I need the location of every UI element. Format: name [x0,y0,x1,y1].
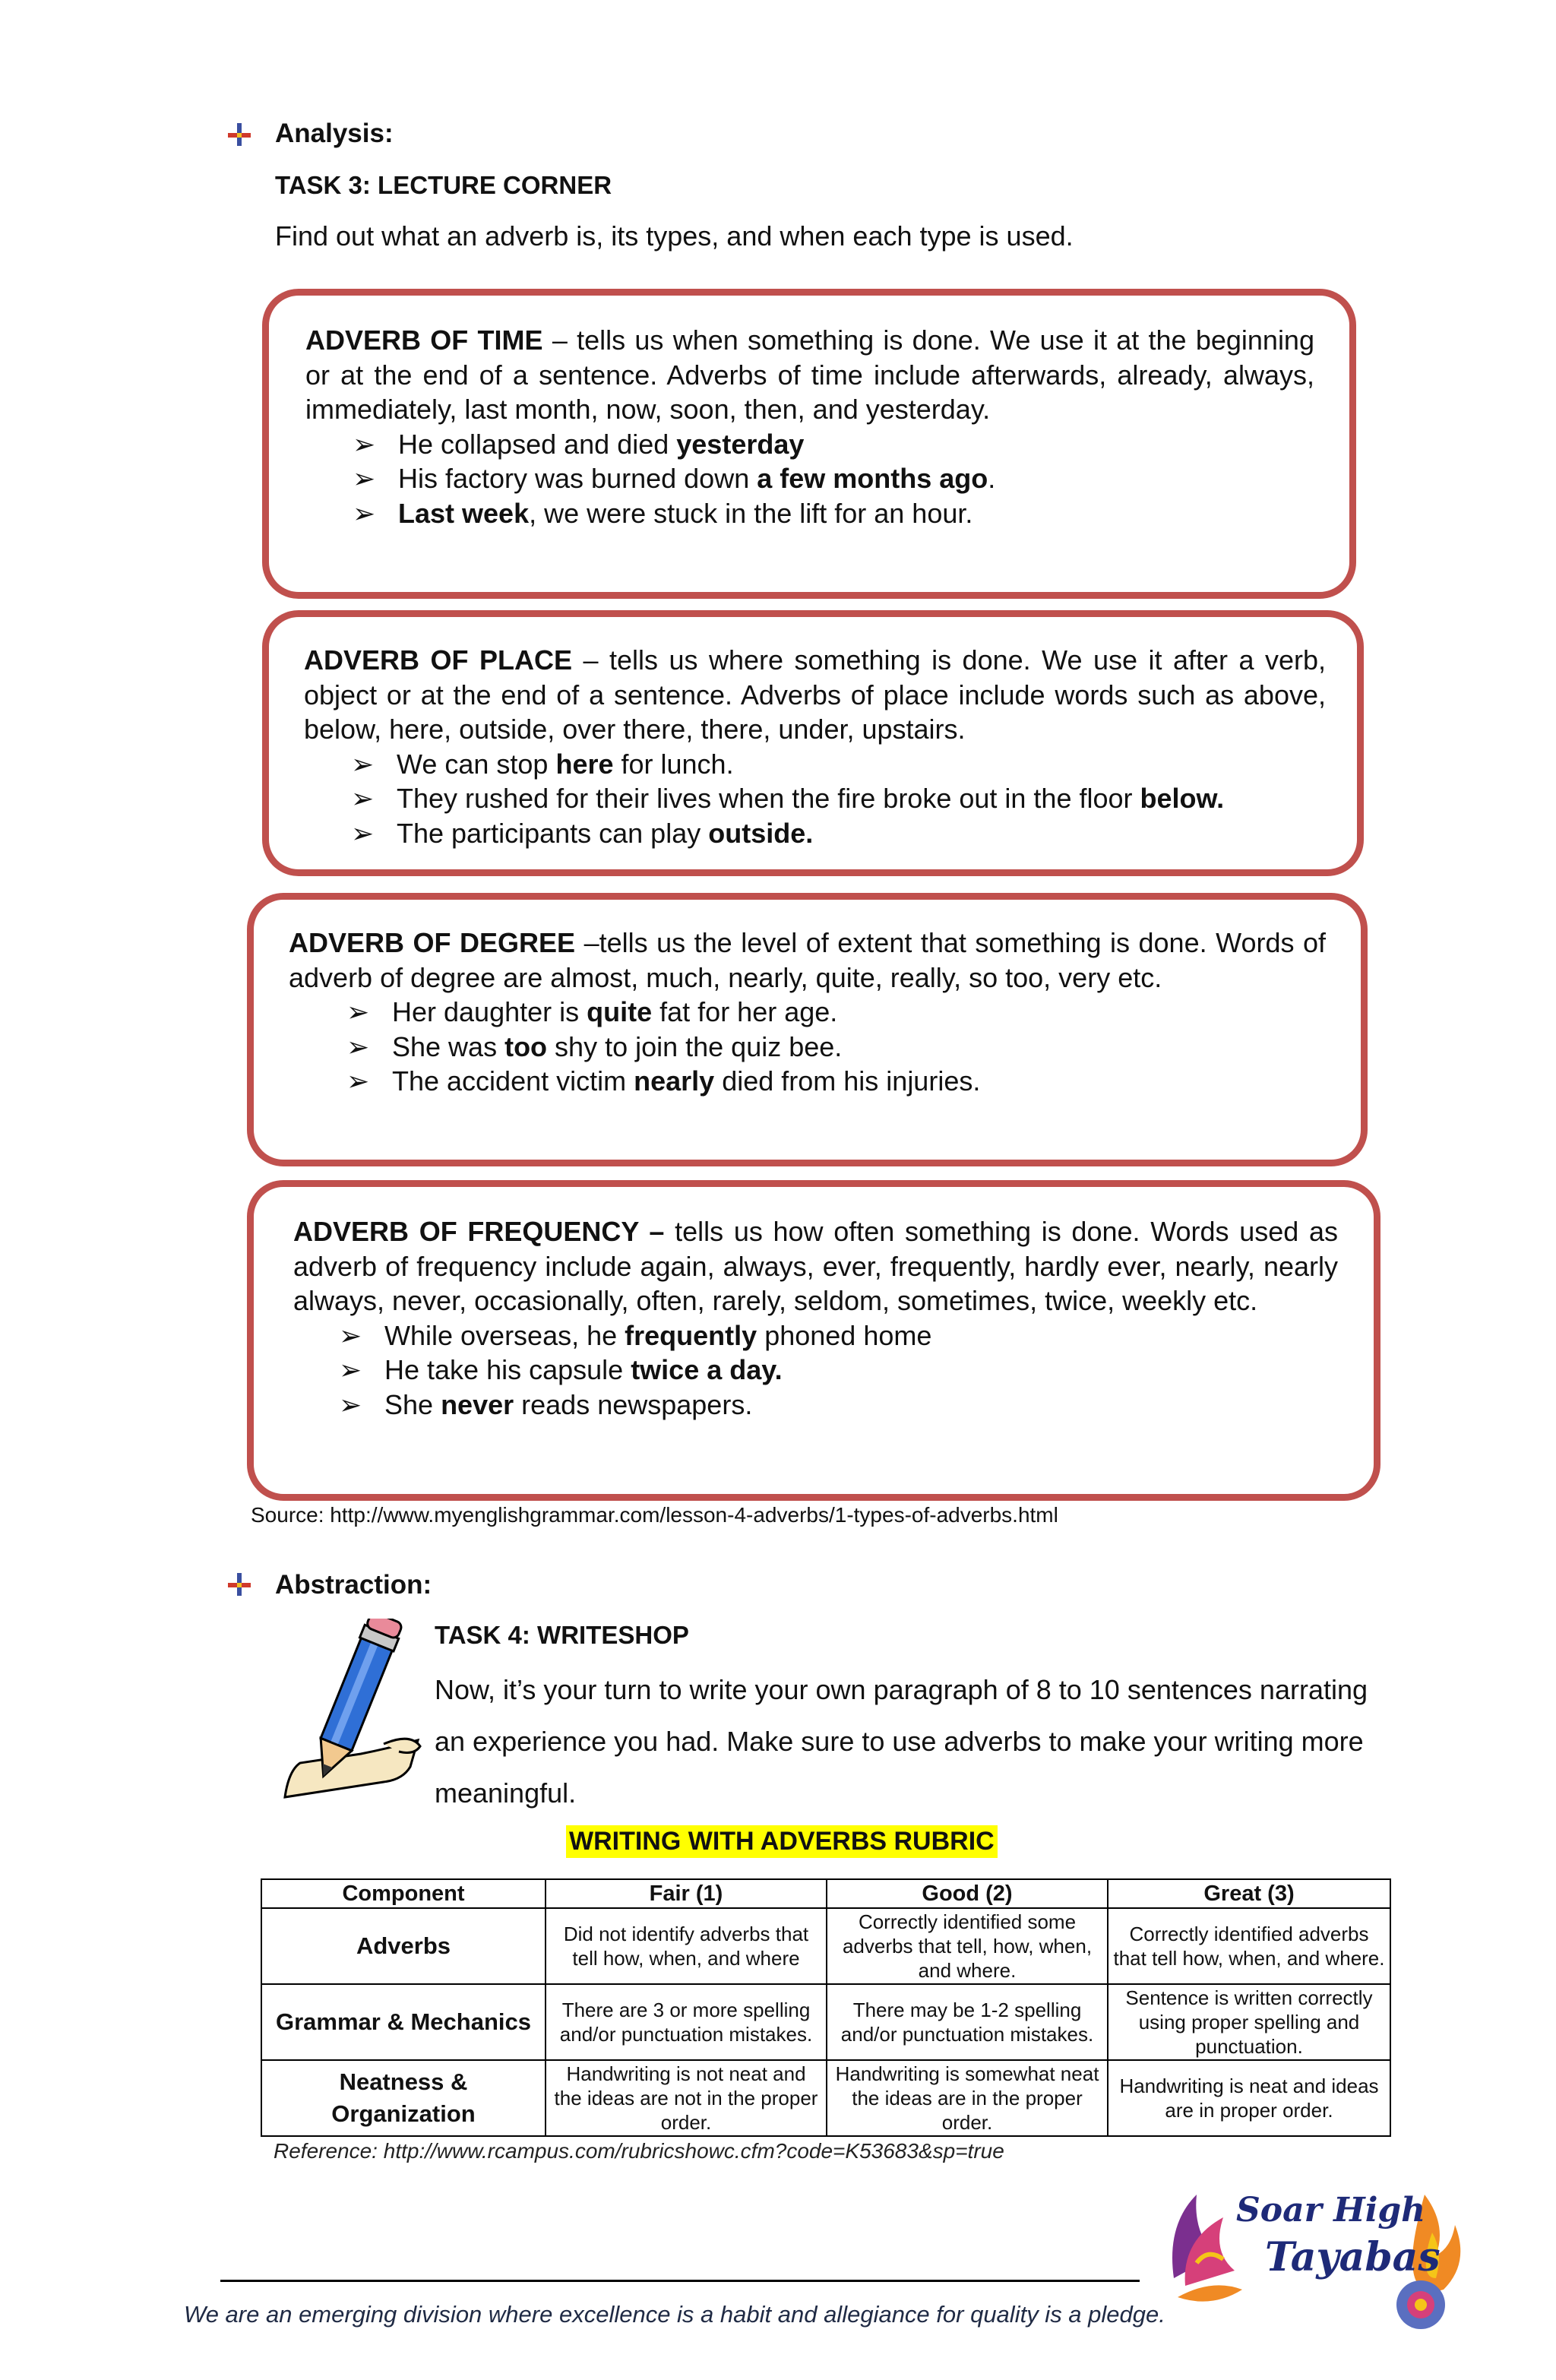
example-item: ➢ She never reads newspapers. [339,1388,1338,1423]
table-cell: Handwriting is not neat and the ideas are not in the proper order. [546,2060,827,2136]
column-header: Component [261,1879,546,1908]
adverb-place-term: ADVERB OF PLACE [304,644,572,676]
abstraction-heading: Abstraction: [275,1570,432,1600]
adverb-degree-term: ADVERB OF DEGREE [289,927,576,958]
arrow-bullet-icon: ➢ [351,817,375,849]
adverb-frequency-term: ADVERB OF FREQUENCY – [293,1216,665,1247]
arrow-bullet-icon: ➢ [346,996,370,1027]
rubric-header-row [261,1879,1390,1908]
table-cell: There may be 1-2 spelling and/or punctuation mistakes. [827,1984,1108,2060]
example-item: ➢ They rushed for their lives when the fire broke out in the floor below. [351,781,1326,816]
table-cell: Handwriting is neat and ideas are in proper order. [1108,2060,1390,2136]
example-item: ➢ She was too shy to join the quiz bee. [346,1030,1326,1065]
arrow-bullet-icon: ➢ [353,428,376,460]
example-item: ➢ Last week, we were stuck in the lift for an hour. [353,496,1314,531]
column-header: Fair (1) [546,1879,827,1908]
task4-title: TASK 4: WRITESHOP [435,1621,689,1649]
logo-line2: Tayabas [1265,2234,1441,2280]
reference-link[interactable]: Reference: http://www.rcampus.com/rubricshowc.cfm?code=K53683&sp=true [274,2139,1004,2163]
arrow-bullet-icon: ➢ [351,783,375,814]
task3-title: TASK 3: LECTURE CORNER [275,171,612,199]
rubric-title: WRITING WITH ADVERBS RUBRIC [566,1825,998,1858]
adverb-frequency-content [293,1214,1338,1422]
adverb-place-definition: ADVERB OF PLACE – tells us where something is done. We use it after a verb, object or at the end of a sentence. Adverbs of place include words such as above, below, here, outside, over there, there, under, upstairs. [304,644,1326,745]
example-item: ➢ We can stop here for lunch. [351,747,1326,782]
adverb-degree-definition: ADVERB OF DEGREE –tells us the level of extent that something is done. Words of adverb of degree are almost, much, nearly, quite, really, so too, very etc. [289,927,1327,993]
column-header: Good (2) [827,1879,1108,1908]
adverb-time-content [305,323,1314,530]
table-cell: Grammar & Mechanics [261,1984,546,2060]
soar-high-tayabas-logo [1151,2164,1470,2339]
analysis-heading: Analysis: [275,119,394,148]
arrow-bullet-icon: ➢ [353,463,376,494]
example-item: ➢ The participants can play outside. [351,816,1326,851]
example-item: ➢ Her daughter is quite fat for her age. [346,995,1326,1030]
pencil-icon [270,1619,422,1809]
example-item: ➢ He collapsed and died yesterday [353,427,1314,462]
table-row [261,1984,1390,2060]
adverb-place-content [304,643,1326,850]
column-header: Great (3) [1108,1879,1390,1908]
example-item: ➢ While overseas, he frequently phoned home [339,1318,1338,1353]
task3-intro: Find out what an adverb is, its types, and when each type is used. [275,220,1074,252]
footer-motto: We are an emerging division where excellence is a habit and allegiance for quality is a pledge. [184,2301,1165,2328]
adverb-time-term: ADVERB OF TIME [305,324,543,356]
example-item: ➢ He take his capsule twice a day. [339,1353,1338,1388]
arrow-bullet-icon: ➢ [346,1030,370,1062]
table-cell: Correctly identified some adverbs that tell, how, when, and where. [827,1908,1108,1984]
table-cell: Correctly identified adverbs that tell how, when, and where. [1108,1908,1390,1984]
table-cell: Neatness & Organization [261,2060,546,2136]
table-row [261,2060,1390,2136]
table-cell: There are 3 or more spelling and/or punctuation mistakes. [546,1984,827,2060]
source-link[interactable]: Source: http://www.myenglishgrammar.com/lesson-4-adverbs/1-types-of-adverbs.html [251,1503,1058,1527]
task4-instructions: Now, it’s your turn to write your own paragraph of 8 to 10 sentences narrating an experience you had. Make sure to use adverbs to make your writing more meaningful. [435,1674,1368,1809]
example-item: ➢ His factory was burned down a few months ago. [353,461,1314,496]
bullet-icon [226,1571,252,1597]
table-cell: Handwriting is somewhat neat the ideas are in the proper order. [827,2060,1108,2136]
arrow-bullet-icon: ➢ [353,497,376,529]
arrow-bullet-icon: ➢ [339,1388,362,1420]
adverb-time-definition: ADVERB OF TIME – tells us when something is done. We use it at the beginning or at the end of a sentence. Adverbs of time include afterwards, already, always, immediately, last month, now, soon, then, and yesterday. [305,324,1314,425]
rubric-table [261,1878,1391,2137]
arrow-bullet-icon: ➢ [339,1319,362,1351]
arrow-bullet-icon: ➢ [351,748,375,780]
table-cell: Adverbs [261,1908,546,1984]
bullet-icon [226,122,252,147]
table-cell: Sentence is written correctly using proper spelling and punctuation. [1108,1984,1390,2060]
table-cell: Did not identify adverbs that tell how, when, and where [546,1908,827,1984]
adverb-degree-content [289,926,1326,1099]
logo-line1: Soar High [1236,2191,1426,2230]
table-row [261,1908,1390,1984]
footer-divider [220,2280,1140,2282]
arrow-bullet-icon: ➢ [339,1354,362,1385]
example-item: ➢ The accident victim nearly died from his injuries. [346,1064,1326,1099]
adverb-frequency-definition: ADVERB OF FREQUENCY – tells us how often something is done. Words used as adverb of frequency include again, always, ever, frequently, hardly ever, nearly, nearly always, never, occasionally, often, rarely, seldom, sometimes, twice, weekly etc. [293,1216,1339,1316]
arrow-bullet-icon: ➢ [346,1065,370,1097]
